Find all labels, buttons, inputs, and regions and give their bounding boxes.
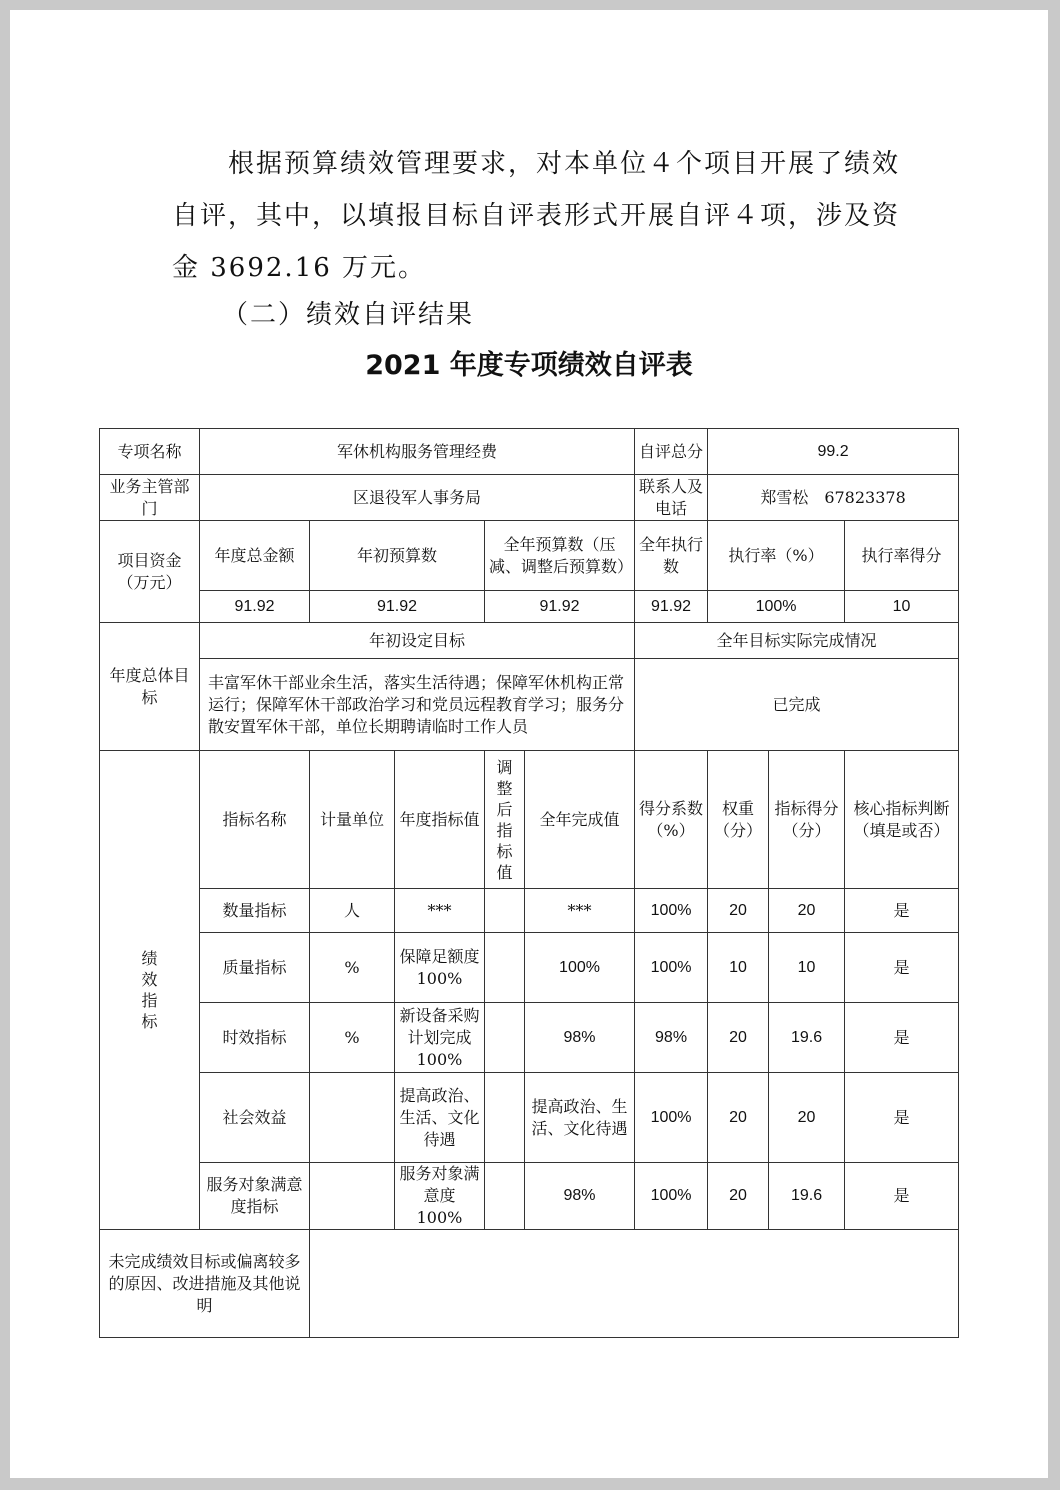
perf-cell-weight: 20 [708, 1163, 769, 1230]
table-row [100, 1163, 959, 1230]
perf-cell-actual: *** [525, 889, 635, 933]
perf-cell-weight: 20 [708, 889, 769, 933]
project-name-label: 专项名称 [100, 429, 200, 475]
intro-paragraph [172, 138, 912, 294]
perf-cell-target: 服务对象满意度 100% [395, 1163, 485, 1230]
goal-set-header: 年初设定目标 [200, 623, 635, 659]
perf-cell-coef: 100% [635, 933, 708, 1003]
perf-cell-adjusted [485, 1073, 525, 1163]
perf-cell-unit: % [310, 933, 395, 1003]
perf-cell-name: 社会效益 [200, 1073, 310, 1163]
perf-cell-score: 20 [769, 1073, 845, 1163]
perf-cell-core: 是 [845, 933, 959, 1003]
perf-cell-score: 10 [769, 933, 845, 1003]
perf-cell-target: *** [395, 889, 485, 933]
perf-cell-coef: 100% [635, 889, 708, 933]
project-name-value: 军休机构服务管理经费 [200, 429, 635, 475]
table-row [100, 1003, 959, 1073]
perf-cell-weight: 10 [708, 933, 769, 1003]
table-row [100, 889, 959, 933]
funds-value-executed: 91.92 [635, 591, 708, 623]
perf-cell-core: 是 [845, 1073, 959, 1163]
perf-cell-adjusted [485, 1003, 525, 1073]
document-page [10, 10, 1048, 1478]
funds-header-rate: 执行率（%） [708, 521, 845, 591]
perf-header-target: 年度指标值 [395, 751, 485, 889]
perf-label-text: 绩效指标 [141, 949, 158, 1031]
remark-value [310, 1230, 959, 1338]
perf-cell-coef: 100% [635, 1163, 708, 1230]
funds-value-rate: 100% [708, 591, 845, 623]
perf-cell-actual: 100% [525, 933, 635, 1003]
perf-cell-name: 服务对象满意度指标 [200, 1163, 310, 1230]
funds-value-rate-score: 10 [845, 591, 959, 623]
perf-header-adjusted [485, 751, 525, 889]
perf-header-unit: 计量单位 [310, 751, 395, 889]
perf-cell-target: 新设备采购计划完成 100% [395, 1003, 485, 1073]
goal-set-text: 丰富军休干部业余生活，落实生活待遇；保障军休机构正常运行；保障军休干部政治学习和党员远程教育学习；服务分散安置军休干部，单位长期聘请临时工作人员 [200, 659, 635, 751]
perf-cell-weight: 20 [708, 1073, 769, 1163]
dept-value: 区退役军人事务局 [200, 475, 635, 521]
perf-cell-unit [310, 1163, 395, 1230]
perf-cell-coef: 98% [635, 1003, 708, 1073]
total-score-value: 99.2 [708, 429, 959, 475]
contact-value: 郑雪松 67823378 [708, 475, 959, 521]
perf-header-name: 指标名称 [200, 751, 310, 889]
perf-label [100, 751, 200, 1230]
self-evaluation-table [99, 428, 959, 1338]
funds-value-total: 91.92 [200, 591, 310, 623]
perf-cell-unit [310, 1073, 395, 1163]
remark-label: 未完成绩效目标或偏离较多的原因、改进措施及其他说明 [100, 1230, 310, 1338]
goal-actual-text: 已完成 [635, 659, 959, 751]
perf-header-score: 指标得分（分） [769, 751, 845, 889]
perf-header-core: 核心指标判断（填是或否） [845, 751, 959, 889]
perf-cell-target: 保障足额度 100% [395, 933, 485, 1003]
perf-header-actual: 全年完成值 [525, 751, 635, 889]
goal-actual-header: 全年目标实际完成情况 [635, 623, 959, 659]
table-row [100, 933, 959, 1003]
perf-cell-name: 数量指标 [200, 889, 310, 933]
perf-cell-name: 时效指标 [200, 1003, 310, 1073]
perf-cell-core: 是 [845, 1163, 959, 1230]
perf-header-adjusted-text: 调整后指标值 [496, 757, 513, 882]
perf-header-coef: 得分系数（%） [635, 751, 708, 889]
perf-cell-actual: 98% [525, 1163, 635, 1230]
perf-cell-target: 提高政治、生活、文化待遇 [395, 1073, 485, 1163]
total-score-label: 自评总分 [635, 429, 708, 475]
funds-value-adjusted: 91.92 [485, 591, 635, 623]
funds-header-rate-score: 执行率得分 [845, 521, 959, 591]
funds-header-total: 年度总金额 [200, 521, 310, 591]
funds-header-initial: 年初预算数 [310, 521, 485, 591]
funds-value-initial: 91.92 [310, 591, 485, 623]
perf-cell-core: 是 [845, 1003, 959, 1073]
section-heading: （二）绩效自评结果 [222, 300, 475, 330]
intro-line-2: 自评，其中，以填报目标自评表形式开展自评４项，涉及资 [172, 201, 901, 231]
perf-cell-unit: % [310, 1003, 395, 1073]
funds-header-adjusted: 全年预算数（压减、调整后预算数） [485, 521, 635, 591]
perf-cell-unit: 人 [310, 889, 395, 933]
table-title: 2021 年度专项绩效自评表 [365, 350, 693, 381]
funds-header-executed: 全年执行数 [635, 521, 708, 591]
contact-label: 联系人及电话 [635, 475, 708, 521]
perf-cell-adjusted [485, 1163, 525, 1230]
perf-cell-core: 是 [845, 889, 959, 933]
perf-cell-weight: 20 [708, 1003, 769, 1073]
table-row [100, 1073, 959, 1163]
dept-label: 业务主管部门 [100, 475, 200, 521]
perf-header-weight: 权重（分） [708, 751, 769, 889]
perf-cell-score: 19.6 [769, 1003, 845, 1073]
perf-cell-score: 20 [769, 889, 845, 933]
funds-label: 项目资金（万元） [100, 521, 200, 623]
perf-cell-adjusted [485, 933, 525, 1003]
perf-cell-score: 19.6 [769, 1163, 845, 1230]
intro-line-1: 根据预算绩效管理要求，对本单位４个项目开展了绩效 [228, 149, 901, 179]
perf-cell-coef: 100% [635, 1073, 708, 1163]
perf-cell-adjusted [485, 889, 525, 933]
perf-cell-name: 质量指标 [200, 933, 310, 1003]
goal-label: 年度总体目标 [100, 623, 200, 751]
perf-cell-actual: 98% [525, 1003, 635, 1073]
intro-line-3: 金 3692.16 万元。 [172, 253, 427, 283]
perf-cell-actual: 提高政治、生活、文化待遇 [525, 1073, 635, 1163]
